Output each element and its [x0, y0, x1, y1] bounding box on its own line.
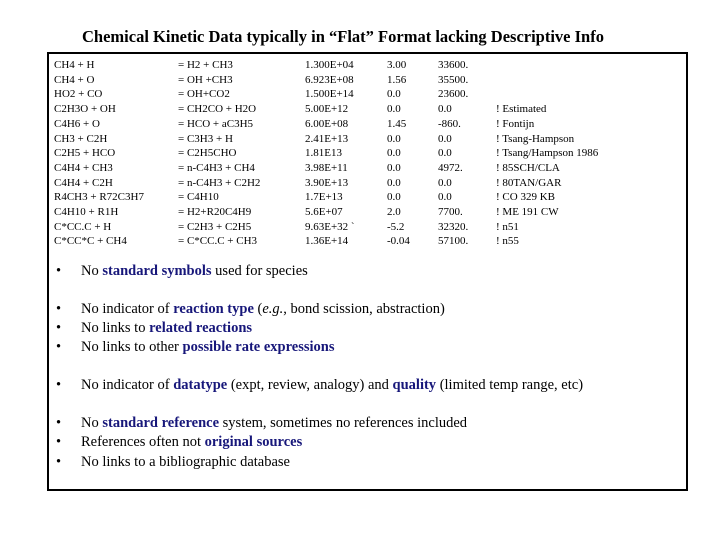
cell-comment: ! n51: [496, 220, 519, 233]
bullet-icon: •: [56, 263, 62, 279]
cell-reactants: C4H6 + O: [54, 117, 100, 130]
cell-temp-exponent: 0.0: [387, 132, 401, 145]
highlighted-term: standard reference: [102, 415, 220, 431]
cell-comment: ! Tsang-Hampson: [496, 132, 575, 145]
cell-activation-energy: 0.0: [438, 191, 452, 204]
cell-reactants: R4CH3 + R72C3H7: [54, 191, 144, 204]
page-title: Chemical Kinetic Data typically in “Flat” Format lacking Descriptive Info: [82, 27, 604, 46]
note-segment: system, sometimes no references included: [219, 415, 468, 431]
cell-products: = CH2CO + H2O: [178, 103, 257, 116]
cell-products: = C3H3 + H: [178, 132, 233, 145]
highlighted-term: quality: [392, 377, 437, 393]
cell-temp-exponent: 3.00: [387, 59, 407, 71]
note-segment: (expt, review, analogy) and: [227, 377, 393, 393]
cell-temp-exponent: 1.45: [387, 117, 407, 130]
cell-a-factor: 3.90E+13: [305, 176, 349, 189]
cell-reactants: C4H4 + C2H: [54, 176, 113, 189]
note-segment: References often not: [81, 434, 205, 450]
cell-activation-energy: 4972.: [438, 161, 463, 174]
cell-products: = HCO + aC3H5: [178, 117, 254, 130]
note-segment: No links to a bibliographic database: [81, 454, 290, 470]
cell-reactants: C*CC*C + CH4: [54, 235, 127, 248]
cell-comment: ! n55: [496, 235, 519, 248]
cell-a-factor: 2.41E+13: [305, 132, 349, 145]
cell-activation-energy: 35500.: [438, 73, 469, 86]
cell-activation-energy: 7700.: [438, 206, 463, 218]
note-text: [81, 413, 467, 433]
cell-a-factor: 1.500E+14: [305, 88, 354, 101]
cell-reactants: C4H4 + CH3: [54, 161, 113, 174]
note-text: [81, 318, 252, 338]
cell-products: = OH+CO2: [178, 88, 230, 101]
bullet-icon: •: [56, 434, 62, 450]
cell-a-factor: 1.300E+04: [305, 59, 354, 71]
cell-comment: ! Estimated: [496, 103, 547, 116]
note-segment: (: [253, 301, 263, 317]
note-segment: No links to: [81, 320, 150, 336]
note-segment: No indicator of: [81, 301, 174, 317]
note-text: [81, 375, 583, 395]
cell-a-factor: 9.63E+32 `: [305, 220, 355, 233]
cell-a-factor: 5.00E+12: [305, 103, 349, 116]
cell-activation-energy: 32320.: [438, 220, 469, 233]
cell-activation-energy: 33600.: [438, 59, 469, 71]
highlighted-term: related reactions: [149, 320, 253, 336]
cell-activation-energy: 57100.: [438, 235, 469, 248]
cell-activation-energy: 0.0: [438, 103, 452, 116]
cell-temp-exponent: 0.0: [387, 103, 401, 116]
cell-comment: ! 85SCH/CLA: [496, 161, 560, 174]
cell-reactants: CH4 + H: [54, 59, 95, 71]
note-text: [81, 452, 290, 472]
note-text: [81, 337, 335, 357]
cell-activation-energy: 0.0: [438, 132, 452, 145]
highlighted-term: possible rate expressions: [182, 339, 335, 355]
cell-products: = C2H3 + C2H5: [178, 220, 252, 233]
cell-activation-energy: 23600.: [438, 88, 469, 101]
cell-activation-energy: 0.0: [438, 176, 452, 189]
cell-products: = n-C4H3 + C2H2: [178, 176, 261, 189]
cell-temp-exponent: 0.0: [387, 176, 401, 189]
cell-comment: ! Tsang/Hampson 1986: [496, 147, 599, 160]
cell-a-factor: 6.00E+08: [305, 117, 349, 130]
highlighted-term: reaction type: [173, 301, 254, 317]
cell-a-factor: 1.36E+14: [305, 235, 349, 248]
cell-reactants: CH3 + C2H: [54, 132, 108, 145]
bullet-icon: •: [56, 301, 62, 317]
cell-temp-exponent: 0.0: [387, 88, 401, 101]
cell-reactants: HO2 + CO: [54, 88, 103, 101]
cell-products: = C2H5CHO: [178, 147, 237, 160]
cell-temp-exponent: -0.04: [387, 235, 410, 248]
cell-reactants: C4H10 + R1H: [54, 206, 119, 218]
cell-a-factor: 6.923E+08: [305, 73, 354, 86]
highlighted-term: original sources: [204, 434, 303, 450]
cell-products: = H2 + CH3: [178, 59, 233, 71]
note-segment: No: [81, 415, 103, 431]
cell-temp-exponent: -5.2: [387, 220, 405, 233]
note-segment: (limited temp range, etc): [436, 377, 584, 393]
cell-products: = n-C4H3 + CH4: [178, 161, 255, 174]
cell-a-factor: 1.81E13: [305, 147, 342, 160]
cell-temp-exponent: 0.0: [387, 147, 401, 160]
cell-activation-energy: 0.0: [438, 147, 452, 160]
note-segment: No links to other: [81, 339, 183, 355]
cell-reactants: CH4 + O: [54, 73, 95, 86]
bullet-icon: •: [56, 415, 62, 431]
bullet-icon: •: [56, 320, 62, 336]
cell-products: = C4H10: [178, 191, 219, 204]
note-text: [81, 261, 308, 281]
note-text: [81, 432, 302, 452]
cell-comment: ! ME 191 CW: [496, 206, 559, 218]
highlighted-term: standard symbols: [102, 263, 212, 279]
cell-comment: ! CO 329 KB: [496, 191, 555, 204]
cell-temp-exponent: 0.0: [387, 161, 401, 174]
note-segment: , bond scission, abstraction): [283, 301, 445, 317]
cell-temp-exponent: 1.56: [387, 73, 407, 86]
highlighted-term: datatype: [173, 377, 228, 393]
cell-temp-exponent: 2.0: [387, 206, 401, 218]
bullet-icon: •: [56, 377, 62, 393]
cell-temp-exponent: 0.0: [387, 191, 401, 204]
cell-a-factor: 3.98E+11: [305, 161, 348, 174]
note-segment: No indicator of: [81, 377, 174, 393]
cell-comment: ! 80TAN/GAR: [496, 176, 562, 189]
cell-a-factor: 1.7E+13: [305, 191, 343, 204]
cell-reactants: C2H5 + HCO: [54, 147, 116, 160]
cell-reactants: C*CC.C + H: [54, 220, 112, 233]
cell-products: = C*CC.C + CH3: [178, 235, 258, 248]
cell-products: = H2+R20C4H9: [178, 206, 252, 218]
note-text: [81, 299, 445, 319]
note-segment: e.g.: [262, 301, 284, 317]
cell-a-factor: 5.6E+07: [305, 206, 343, 218]
cell-comment: ! Fontijn: [496, 117, 535, 130]
bullet-icon: •: [56, 454, 62, 470]
note-segment: used for species: [211, 263, 308, 279]
cell-products: = OH +CH3: [178, 73, 233, 86]
cell-reactants: C2H3O + OH: [54, 103, 116, 116]
cell-activation-energy: -860.: [438, 117, 461, 130]
bullet-icon: •: [56, 339, 62, 355]
note-segment: No: [81, 263, 103, 279]
